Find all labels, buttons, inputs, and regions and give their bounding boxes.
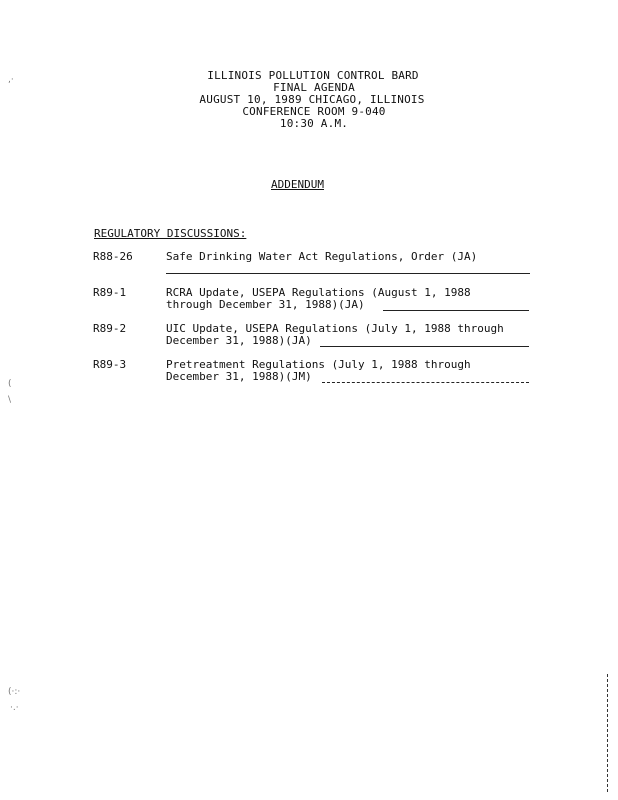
scan-edge-line xyxy=(607,674,608,792)
item-description-line-2: December 31, 1988)(JM) xyxy=(166,370,312,383)
header-org-title: ILLINOIS POLLUTION CONTROL BARD xyxy=(207,69,419,82)
agenda-item-r88-26 xyxy=(93,251,553,281)
item-signature-rule xyxy=(383,310,529,311)
item-code: R89-1 xyxy=(93,286,127,299)
item-description-line-1: RCRA Update, USEPA Regulations (August 1, 1988 xyxy=(166,286,471,299)
scan-speck: ,· xyxy=(8,75,14,85)
agenda-item-r89-2 xyxy=(93,323,553,351)
item-code: R89-3 xyxy=(93,358,127,371)
item-description-line-1: Safe Drinking Water Act Regulations, Order (JA) xyxy=(166,250,478,263)
item-signature-rule xyxy=(320,346,529,347)
item-code: R88-26 xyxy=(93,250,133,263)
agenda-item-r89-3 xyxy=(93,359,553,387)
scan-speck: ·.· xyxy=(10,703,19,713)
item-signature-rule xyxy=(166,273,530,274)
item-signature-rule xyxy=(322,382,529,383)
header-time: 10:30 A.M. xyxy=(279,117,349,130)
item-description-line-2: December 31, 1988)(JA) xyxy=(166,334,312,347)
scan-speck: (·:· xyxy=(8,687,21,697)
agenda-header xyxy=(0,70,618,130)
section-title-regulatory-discussions: REGULATORY DISCUSSIONS: xyxy=(94,227,247,240)
header-room: CONFERENCE ROOM 9-040 xyxy=(242,105,386,118)
item-description-line-1: Pretreatment Regulations (July 1, 1988 through xyxy=(166,358,471,371)
scan-speck: \ xyxy=(8,395,12,405)
header-agenda-type: FINAL AGENDA xyxy=(273,81,355,94)
scan-speck: ( xyxy=(8,379,12,389)
addendum-heading: ADDENDUM xyxy=(271,178,324,191)
item-description-line-1: UIC Update, USEPA Regulations (July 1, 1988 through xyxy=(166,322,504,335)
item-code: R89-2 xyxy=(93,322,127,335)
agenda-item-r89-1 xyxy=(93,287,553,315)
header-date-location: AUGUST 10, 1989 CHICAGO, ILLINOIS xyxy=(199,93,425,106)
item-description-line-2: through December 31, 1988)(JA) xyxy=(166,298,365,311)
